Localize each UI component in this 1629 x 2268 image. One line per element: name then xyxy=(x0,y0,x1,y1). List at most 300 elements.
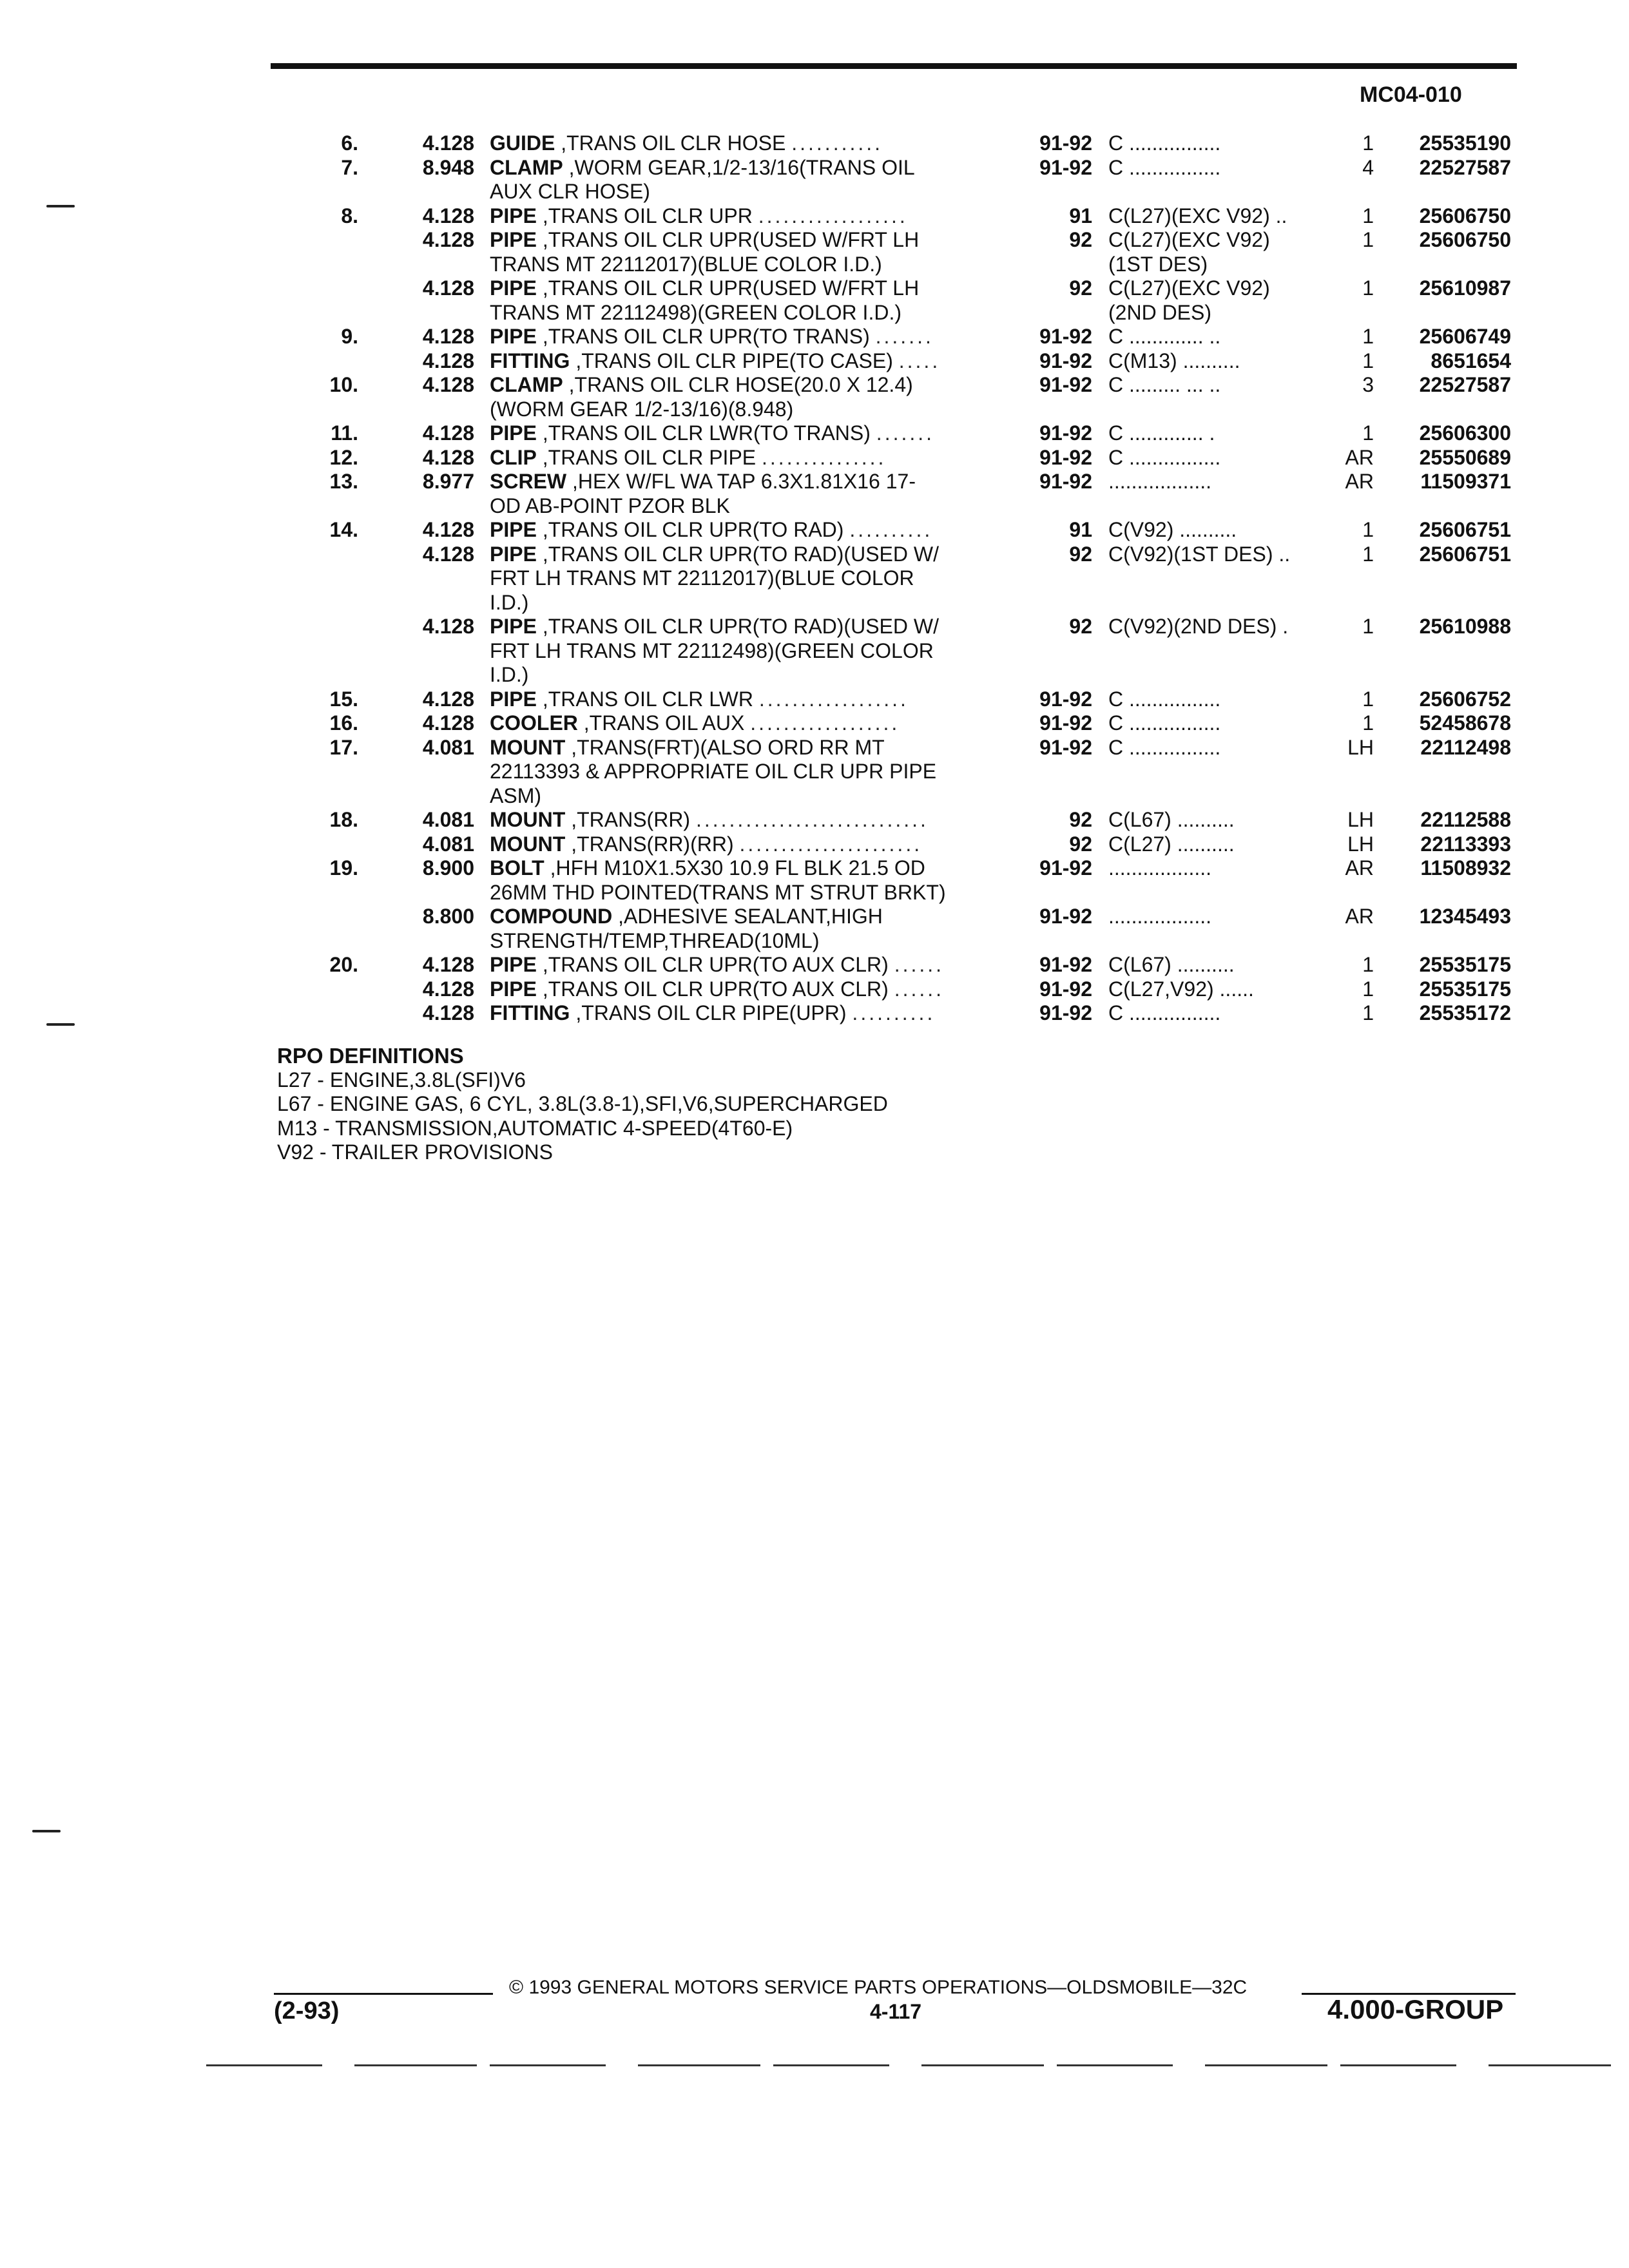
application: .................. xyxy=(1108,470,1212,493)
part-name: PIPE xyxy=(490,687,537,711)
table-row xyxy=(0,1001,1629,1026)
quantity: 1 xyxy=(1362,711,1374,735)
part-detail: ,WORM GEAR,1/2-13/16(TRANS OIL xyxy=(563,155,915,179)
part-detail: ,TRANS OIL AUX xyxy=(577,711,745,735)
rpo-definitions xyxy=(277,1044,888,1165)
part-detail: ,TRANS OIL CLR UPR(USED W/FRT LH xyxy=(536,276,920,300)
part-description xyxy=(490,180,1005,204)
table-row xyxy=(0,736,1629,760)
leader-dots: ...................... xyxy=(739,832,923,856)
item-number: 9. xyxy=(341,325,358,348)
quantity: LH xyxy=(1347,808,1374,831)
item-number: 16. xyxy=(329,711,358,735)
part-number: 25606749 xyxy=(1419,325,1511,348)
footer-rule-left xyxy=(274,1993,493,1995)
part-description xyxy=(490,591,1005,615)
model-years: 91-92 xyxy=(1039,373,1092,396)
model-years: 91-92 xyxy=(1039,421,1092,445)
model-years: 91-92 xyxy=(1039,977,1092,1001)
part-description xyxy=(490,421,1005,446)
application: C ................ xyxy=(1108,711,1221,735)
part-description xyxy=(490,856,1005,881)
application: C(L67) .......... xyxy=(1108,808,1235,831)
group-number: 4.128 xyxy=(422,542,474,566)
application: C(L27)(EXC V92) xyxy=(1108,228,1270,251)
part-number: 25606750 xyxy=(1419,204,1511,227)
leader-dots: ....... xyxy=(876,421,935,445)
table-row xyxy=(0,977,1629,1002)
leader-dots: ....... xyxy=(875,325,934,348)
part-description xyxy=(490,711,1005,736)
part-number: 25535175 xyxy=(1419,977,1511,1001)
model-years: 91-92 xyxy=(1039,905,1092,928)
quantity: AR xyxy=(1345,470,1374,493)
leader-dots: .......... xyxy=(852,1001,936,1024)
part-description xyxy=(490,543,1005,567)
leader-dots: .................. xyxy=(758,204,908,227)
application: C(L67) .......... xyxy=(1108,953,1235,976)
application: C(L27)(EXC V92) .. xyxy=(1108,204,1287,227)
part-name: MOUNT xyxy=(490,808,566,831)
part-description xyxy=(490,953,1005,977)
part-number: 11508932 xyxy=(1420,856,1511,879)
quantity: 3 xyxy=(1362,373,1374,396)
group-number: 4.128 xyxy=(422,373,474,396)
parts-table xyxy=(0,131,1629,1026)
table-row xyxy=(0,470,1629,494)
part-name: FITTING xyxy=(490,1001,570,1024)
quantity: 1 xyxy=(1362,518,1374,541)
group-number: 4.081 xyxy=(422,735,474,759)
part-description xyxy=(490,639,1005,664)
item-number: 7. xyxy=(341,155,358,179)
part-detail: ,TRANS OIL CLR UPR(TO AUX CLR) xyxy=(536,977,889,1001)
table-row xyxy=(0,131,1629,156)
model-years: 91-92 xyxy=(1039,735,1092,759)
part-description xyxy=(490,156,1005,180)
part-name: PIPE xyxy=(490,615,537,638)
part-number: 25535175 xyxy=(1419,953,1511,976)
rpo-line: M13 - TRANSMISSION,AUTOMATIC 4-SPEED(4T60-E) xyxy=(277,1116,793,1140)
part-name: MOUNT xyxy=(490,735,566,759)
table-row xyxy=(0,856,1629,881)
part-description xyxy=(490,687,1005,712)
table-row xyxy=(0,398,1629,422)
part-description xyxy=(490,736,1005,760)
part-description xyxy=(490,615,1005,639)
part-number: 25606300 xyxy=(1419,421,1511,445)
model-years: 91 xyxy=(1069,518,1092,541)
part-detail: ,TRANS OIL CLR LWR xyxy=(536,687,753,711)
part-name: PIPE xyxy=(490,542,537,566)
leader-dots: .................. xyxy=(750,711,900,735)
part-description xyxy=(490,301,1005,325)
table-row xyxy=(0,494,1629,519)
item-number: 11. xyxy=(331,421,358,445)
item-number: 6. xyxy=(341,131,358,155)
part-number: 22527587 xyxy=(1419,373,1511,396)
model-years: 91-92 xyxy=(1039,325,1092,348)
part-number: 22113393 xyxy=(1420,832,1511,856)
model-years: 91-92 xyxy=(1039,856,1092,879)
rpo-line: L67 - ENGINE GAS, 6 CYL, 3.8L(3.8-1),SFI,V6,SUPERCHARGED xyxy=(277,1092,888,1115)
model-years: 91-92 xyxy=(1039,1001,1092,1024)
part-detail: ,TRANS(RR)(RR) xyxy=(565,832,734,856)
part-description xyxy=(490,325,1005,349)
table-row xyxy=(0,639,1629,664)
leader-dots: .................. xyxy=(758,687,909,711)
item-number: 13. xyxy=(329,470,358,493)
part-name: BOLT xyxy=(490,856,545,879)
table-row xyxy=(0,180,1629,204)
table-row xyxy=(0,566,1629,591)
item-number: 15. xyxy=(329,687,358,711)
leader-dots: ..... xyxy=(898,349,941,372)
item-number: 19. xyxy=(329,856,358,879)
part-description xyxy=(490,253,1005,277)
quantity: 1 xyxy=(1362,325,1374,348)
item-number: 18. xyxy=(329,808,358,831)
footer-date: (2-93) xyxy=(274,1997,340,2024)
table-row xyxy=(0,325,1629,349)
footer-copyright: © 1993 GENERAL MOTORS SERVICE PARTS OPERATIONS—OLDSMOBILE—32C xyxy=(509,1977,1248,1998)
quantity: 1 xyxy=(1362,131,1374,155)
part-detail: ,TRANS OIL CLR UPR(TO AUX CLR) xyxy=(536,953,889,976)
group-number: 4.128 xyxy=(422,711,474,735)
group-number: 4.128 xyxy=(422,421,474,445)
part-number: 25550689 xyxy=(1419,445,1511,469)
group-number: 4.128 xyxy=(422,204,474,227)
footer-group: 4.000-GROUP xyxy=(1327,1994,1504,2024)
part-detail: (WORM GEAR 1/2-13/16)(8.948) xyxy=(490,397,794,421)
model-years: 91-92 xyxy=(1039,131,1092,155)
table-row xyxy=(0,421,1629,446)
quantity: 1 xyxy=(1362,1001,1374,1024)
part-detail: ,ADHESIVE SEALANT,HIGH xyxy=(612,905,883,928)
part-number: 8651654 xyxy=(1431,349,1511,372)
bottom-rule xyxy=(206,2064,1624,2066)
part-number: 25606751 xyxy=(1419,542,1511,566)
group-number: 4.128 xyxy=(422,1001,474,1024)
application: (1ST DES) xyxy=(1108,252,1208,276)
part-detail: ,HFH M10X1.5X30 10.9 FL BLK 21.5 OD xyxy=(544,856,925,879)
part-description xyxy=(490,929,1005,954)
part-description xyxy=(490,204,1005,229)
quantity: AR xyxy=(1345,445,1374,469)
part-detail: ,TRANS OIL CLR UPR(TO RAD) xyxy=(536,518,844,541)
group-number: 4.128 xyxy=(422,349,474,372)
part-number: 25535172 xyxy=(1419,1001,1511,1024)
part-detail: ASM) xyxy=(490,783,541,807)
table-row xyxy=(0,905,1629,929)
group-number: 4.128 xyxy=(422,325,474,348)
part-detail: I.D.) xyxy=(490,663,529,686)
part-detail: OD AB-POINT PZOR BLK xyxy=(490,494,730,517)
part-description xyxy=(490,808,1005,832)
table-row xyxy=(0,518,1629,543)
leader-dots: ...... xyxy=(894,977,945,1001)
table-row xyxy=(0,711,1629,736)
application: C(V92)(1ST DES) .. xyxy=(1108,542,1291,566)
rpo-line: L27 - ENGINE,3.8L(SFI)V6 xyxy=(277,1068,526,1091)
application: .................. xyxy=(1108,905,1212,928)
application: (2ND DES) xyxy=(1108,300,1212,324)
part-detail: I.D.) xyxy=(490,590,529,614)
part-name: PIPE xyxy=(490,518,537,541)
quantity: 1 xyxy=(1362,276,1374,300)
model-years: 92 xyxy=(1069,228,1092,251)
part-detail: ,HEX W/FL WA TAP 6.3X1.81X16 17- xyxy=(566,470,916,493)
part-description xyxy=(490,494,1005,519)
part-number: 22112588 xyxy=(1420,808,1511,831)
part-name: PIPE xyxy=(490,228,537,251)
part-detail: ,TRANS OIL CLR UPR xyxy=(536,204,753,227)
part-number: 25606750 xyxy=(1419,228,1511,251)
part-description xyxy=(490,832,1005,857)
part-name: SCREW xyxy=(490,470,567,493)
table-row xyxy=(0,832,1629,857)
part-description xyxy=(490,566,1005,591)
leader-dots: .......... xyxy=(849,518,933,541)
quantity: 1 xyxy=(1362,349,1374,372)
application: C(V92) .......... xyxy=(1108,518,1237,541)
group-number: 4.081 xyxy=(422,808,474,831)
quantity: 1 xyxy=(1362,228,1374,251)
margin-mark xyxy=(46,205,75,207)
part-name: PIPE xyxy=(490,953,537,976)
quantity: AR xyxy=(1345,856,1374,879)
part-name: MOUNT xyxy=(490,832,566,856)
part-description xyxy=(490,518,1005,543)
quantity: LH xyxy=(1347,735,1374,759)
part-detail: ,TRANS(FRT)(ALSO ORD RR MT xyxy=(565,735,885,759)
model-years: 91-92 xyxy=(1039,155,1092,179)
table-row xyxy=(0,373,1629,398)
part-description xyxy=(490,228,1005,253)
quantity: 1 xyxy=(1362,421,1374,445)
footer-page-number: 4-117 xyxy=(870,2000,922,2023)
group-number: 4.128 xyxy=(422,518,474,541)
part-detail: AUX CLR HOSE) xyxy=(490,180,650,203)
part-description xyxy=(490,663,1005,687)
group-number: 8.900 xyxy=(422,856,474,879)
part-number: 22112498 xyxy=(1420,735,1511,759)
part-description xyxy=(490,760,1005,784)
application: C(L27) .......... xyxy=(1108,832,1235,856)
model-years: 91-92 xyxy=(1039,470,1092,493)
part-detail: STRENGTH/TEMP,THREAD(10ML) xyxy=(490,928,820,952)
quantity: 1 xyxy=(1362,204,1374,227)
table-row xyxy=(0,301,1629,325)
part-detail: TRANS MT 22112498)(GREEN COLOR I.D.) xyxy=(490,300,901,324)
quantity: 4 xyxy=(1362,155,1374,179)
application: C(M13) .......... xyxy=(1108,349,1240,372)
margin-mark xyxy=(32,1830,61,1832)
application: C ................ xyxy=(1108,687,1221,711)
leader-dots: ............... xyxy=(762,445,887,469)
part-description xyxy=(490,905,1005,929)
application: C ................ xyxy=(1108,155,1221,179)
table-row xyxy=(0,228,1629,253)
part-description xyxy=(490,881,1005,905)
item-number: 14. xyxy=(329,518,358,541)
application: C ................ xyxy=(1108,445,1221,469)
quantity: AR xyxy=(1345,905,1374,928)
table-row xyxy=(0,808,1629,832)
rpo-line: V92 - TRAILER PROVISIONS xyxy=(277,1140,553,1164)
group-number: 4.081 xyxy=(422,832,474,856)
group-number: 4.128 xyxy=(422,687,474,711)
part-detail: TRANS MT 22112017)(BLUE COLOR I.D.) xyxy=(490,252,882,276)
part-detail: ,TRANS OIL CLR LWR(TO TRANS) xyxy=(536,421,871,445)
application: C ................ xyxy=(1108,1001,1221,1024)
part-description xyxy=(490,373,1005,398)
part-description xyxy=(490,470,1005,494)
model-years: 91-92 xyxy=(1039,445,1092,469)
table-row xyxy=(0,276,1629,301)
group-number: 8.800 xyxy=(422,905,474,928)
part-detail: FRT LH TRANS MT 22112017)(BLUE COLOR xyxy=(490,566,914,590)
table-row xyxy=(0,156,1629,180)
table-row xyxy=(0,687,1629,712)
part-description xyxy=(490,276,1005,301)
part-description xyxy=(490,446,1005,470)
leader-dots: ........... xyxy=(791,131,883,155)
part-name: FITTING xyxy=(490,349,570,372)
table-row xyxy=(0,615,1629,639)
model-years: 92 xyxy=(1069,542,1092,566)
group-number: 4.128 xyxy=(422,615,474,638)
leader-dots: ............................ xyxy=(695,808,929,831)
group-number: 4.128 xyxy=(422,276,474,300)
table-row xyxy=(0,446,1629,470)
top-rule xyxy=(271,63,1517,69)
part-number: 52458678 xyxy=(1419,711,1511,735)
part-number: 25610988 xyxy=(1419,615,1511,638)
part-detail: ,TRANS OIL CLR UPR(TO RAD)(USED W/ xyxy=(536,542,939,566)
part-name: CLIP xyxy=(490,445,537,469)
quantity: 1 xyxy=(1362,615,1374,638)
table-row xyxy=(0,253,1629,277)
group-number: 8.977 xyxy=(422,470,474,493)
table-row xyxy=(0,784,1629,809)
part-detail: FRT LH TRANS MT 22112498)(GREEN COLOR xyxy=(490,639,934,662)
part-detail: ,TRANS OIL CLR UPR(USED W/FRT LH xyxy=(536,228,920,251)
application: C ................ xyxy=(1108,735,1221,759)
part-detail: ,TRANS OIL CLR HOSE xyxy=(555,131,786,155)
part-name: CLAMP xyxy=(490,373,563,396)
part-detail: ,TRANS OIL CLR UPR(TO TRANS) xyxy=(536,325,870,348)
part-name: CLAMP xyxy=(490,155,563,179)
part-description xyxy=(490,349,1005,374)
table-row xyxy=(0,543,1629,567)
group-number: 4.128 xyxy=(422,953,474,976)
part-description xyxy=(490,131,1005,156)
item-number: 12. xyxy=(329,445,358,469)
application: .................. xyxy=(1108,856,1212,879)
quantity: 1 xyxy=(1362,687,1374,711)
part-description xyxy=(490,1001,1005,1026)
application: C ......... ... .. xyxy=(1108,373,1221,396)
margin-mark xyxy=(46,1023,75,1026)
part-number: 25610987 xyxy=(1419,276,1511,300)
part-description xyxy=(490,398,1005,422)
group-number: 4.128 xyxy=(422,131,474,155)
part-number: 12345493 xyxy=(1419,905,1511,928)
part-description xyxy=(490,784,1005,809)
part-detail: ,TRANS OIL CLR UPR(TO RAD)(USED W/ xyxy=(536,615,939,638)
table-row xyxy=(0,204,1629,229)
part-description xyxy=(490,977,1005,1002)
part-number: 25535190 xyxy=(1419,131,1511,155)
part-name: PIPE xyxy=(490,325,537,348)
part-number: 25606751 xyxy=(1419,518,1511,541)
part-name: GUIDE xyxy=(490,131,555,155)
group-number: 8.948 xyxy=(422,155,474,179)
item-number: 8. xyxy=(341,204,358,227)
part-detail: ,TRANS(RR) xyxy=(565,808,691,831)
application: C(L27)(EXC V92) xyxy=(1108,276,1270,300)
application: C ............. .. xyxy=(1108,325,1221,348)
part-detail: 22113393 & APPROPRIATE OIL CLR UPR PIPE xyxy=(490,760,937,783)
part-number: 11509371 xyxy=(1420,470,1511,493)
model-years: 91-92 xyxy=(1039,711,1092,735)
rpo-title: RPO DEFINITIONS xyxy=(277,1044,464,1068)
page-code: MC04-010 xyxy=(1360,82,1462,107)
quantity: 1 xyxy=(1362,953,1374,976)
quantity: 1 xyxy=(1362,977,1374,1001)
table-row xyxy=(0,349,1629,374)
application: C ............. . xyxy=(1108,421,1215,445)
quantity: 1 xyxy=(1362,542,1374,566)
model-years: 91-92 xyxy=(1039,687,1092,711)
item-number: 17. xyxy=(329,735,358,759)
part-number: 22527587 xyxy=(1419,155,1511,179)
part-number: 25606752 xyxy=(1419,687,1511,711)
group-number: 4.128 xyxy=(422,445,474,469)
model-years: 92 xyxy=(1069,276,1092,300)
item-number: 20. xyxy=(329,953,358,976)
table-row xyxy=(0,953,1629,977)
quantity: LH xyxy=(1347,832,1374,856)
table-row xyxy=(0,881,1629,905)
part-name: COOLER xyxy=(490,711,578,735)
model-years: 91-92 xyxy=(1039,349,1092,372)
table-row xyxy=(0,929,1629,954)
application: C ................ xyxy=(1108,131,1221,155)
group-number: 4.128 xyxy=(422,977,474,1001)
model-years: 92 xyxy=(1069,615,1092,638)
part-name: PIPE xyxy=(490,204,537,227)
model-years: 91 xyxy=(1069,204,1092,227)
table-row xyxy=(0,760,1629,784)
group-number: 4.128 xyxy=(422,228,474,251)
part-name: COMPOUND xyxy=(490,905,613,928)
item-number: 10. xyxy=(329,373,358,396)
model-years: 91-92 xyxy=(1039,953,1092,976)
table-row xyxy=(0,591,1629,615)
model-years: 92 xyxy=(1069,808,1092,831)
part-detail: ,TRANS OIL CLR PIPE(UPR) xyxy=(570,1001,847,1024)
application: C(V92)(2ND DES) . xyxy=(1108,615,1289,638)
application: C(L27,V92) ...... xyxy=(1108,977,1254,1001)
part-detail: ,TRANS OIL CLR PIPE xyxy=(536,445,757,469)
part-name: PIPE xyxy=(490,421,537,445)
part-detail: 26MM THD POINTED(TRANS MT STRUT BRKT) xyxy=(490,880,946,904)
part-name: PIPE xyxy=(490,276,537,300)
part-detail: ,TRANS OIL CLR HOSE(20.0 X 12.4) xyxy=(563,373,913,396)
leader-dots: ...... xyxy=(894,953,945,976)
